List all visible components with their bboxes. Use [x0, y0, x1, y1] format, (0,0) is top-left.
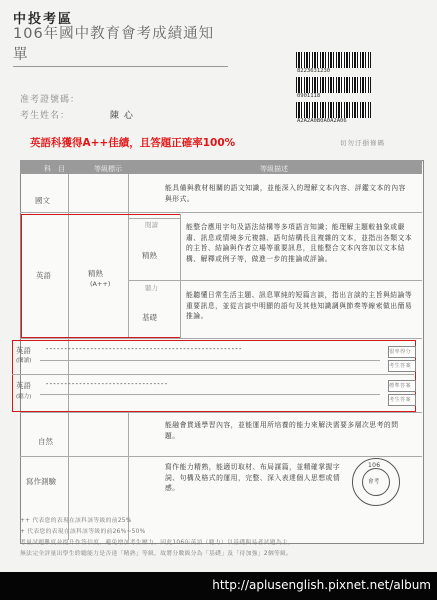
barcode-1-number: 8223631230: [297, 68, 331, 74]
reading-student-tag: 考生答案: [389, 363, 411, 369]
listening-description: 能聽懂日常生活主題、訊息單純的短篇言談，指出言談的主旨與結論等重要訊息，並從言談中明顯的語句及其他知識調與節奏等線索做出簡易推論。: [186, 291, 413, 320]
note-2: + 代表您的表現在該科該等級的前26%~50%: [20, 529, 146, 535]
row-divider-3: [20, 412, 422, 413]
document-title: 106年國中教育會考成績通知單: [13, 22, 228, 67]
district-title: 中投考區: [13, 12, 74, 27]
listening-level: 基礎: [142, 313, 157, 322]
note-4: 無法完全評量出學生聆聽能力是否達「精熟」等級，故將分數級分為「基礎」及「待加強」2個等級。: [20, 551, 293, 557]
english-overall-mark: (A++): [90, 280, 111, 288]
seal-sub: 會考: [368, 479, 380, 485]
row-divider-2: [20, 338, 422, 339]
note-3: 考量試題難度並提升作答信度，避免增加考生壓力，因此106年英語（聽力）以基礎與易者試題為主，: [20, 540, 295, 546]
name-label: 考生姓名：: [20, 111, 71, 121]
listening-label: 聽力: [145, 284, 158, 292]
ticket-number-label: 准考證號碼：: [20, 95, 81, 105]
accuracy-listening-sub: (聽力): [16, 394, 32, 400]
listening-standard-tag: 標準答案: [389, 383, 411, 389]
accuracy-listening-subject: 英語: [16, 381, 31, 390]
header-level: 等級標示: [94, 165, 122, 173]
watermark-url: http://aplusenglish.pixnet.net/album: [212, 578, 431, 592]
name-value: 陳 心: [110, 111, 134, 121]
barcode-1: [296, 52, 371, 68]
english-overall-level: 精熟: [88, 269, 103, 278]
barcode-2-number: 0901118: [297, 93, 321, 99]
barcode-2: [296, 77, 371, 93]
subject-english: 英語: [36, 271, 51, 280]
barcode-3: [296, 102, 371, 118]
accuracy-mid-divider: [12, 374, 414, 375]
listening-answer-underline: [40, 394, 380, 395]
reading-description: 能整合應用字句及語法結構等多項語言知識；能理解主題較抽象或嚴肅、訊息或情境多元複雜、語句結構長且複雜的文本，並指出各類文本的主旨、結論與作者立場等重要訊息，且能整合文本內容加以文本結構、解釋或例子等，做進一步的推論或評論。: [186, 223, 413, 263]
reading-label: 閱讀: [145, 221, 158, 229]
table-header-row: [20, 160, 422, 174]
listening-student-tag: 考生答案: [389, 397, 411, 403]
reading-answer-line: -----------------------------------------------------: [45, 345, 242, 353]
writing-description: 寫作能力精熟，能適切取材、布局謀篇，並精確掌握字詞、句構及格式的運用，完整、深入表達個人思想或情感。: [165, 463, 341, 492]
note-1: ++ 代表您的表現在該科該等級的前25%: [20, 518, 132, 524]
row-divider-1: [20, 212, 422, 213]
listening-answer-line: ---------------------------------: [45, 380, 168, 388]
reading-label-line: [128, 218, 180, 219]
header-subject: 科 目: [44, 165, 65, 173]
header-description: 等級描述: [260, 165, 288, 173]
reading-answer-underline: [40, 360, 380, 361]
headline-annotation: 英語科獲得A++佳績，且答題正確率100%: [30, 137, 236, 149]
english-mid-divider: [128, 280, 422, 281]
reading-standard-tag: 很率得分: [389, 349, 411, 355]
science-description: 能融會貫通學習內容，並能運用所培養的能力來解決需要多層次思考的問題。: [165, 421, 399, 440]
barcode-caption: 切勿汙損條碼: [340, 139, 385, 147]
reading-level: 精熟: [142, 251, 157, 260]
row-divider-4: [20, 456, 422, 457]
col-divider-3: [180, 214, 181, 338]
barcode-3-number: A2A2A0B0A0A2A06: [297, 118, 347, 124]
chinese-description: 能具備與教材相關的語文知識，並能深入的理解文本內容、評鑑文本的內容與形式。: [165, 184, 406, 203]
accuracy-reading-sub: (閱讀): [16, 358, 32, 364]
accuracy-reading-subject: 英語: [16, 346, 31, 355]
subject-chinese: 國文: [35, 196, 50, 205]
seal-text: 106: [368, 462, 381, 469]
subject-science: 自然: [38, 437, 53, 446]
subject-writing: 寫作測驗: [26, 477, 56, 486]
